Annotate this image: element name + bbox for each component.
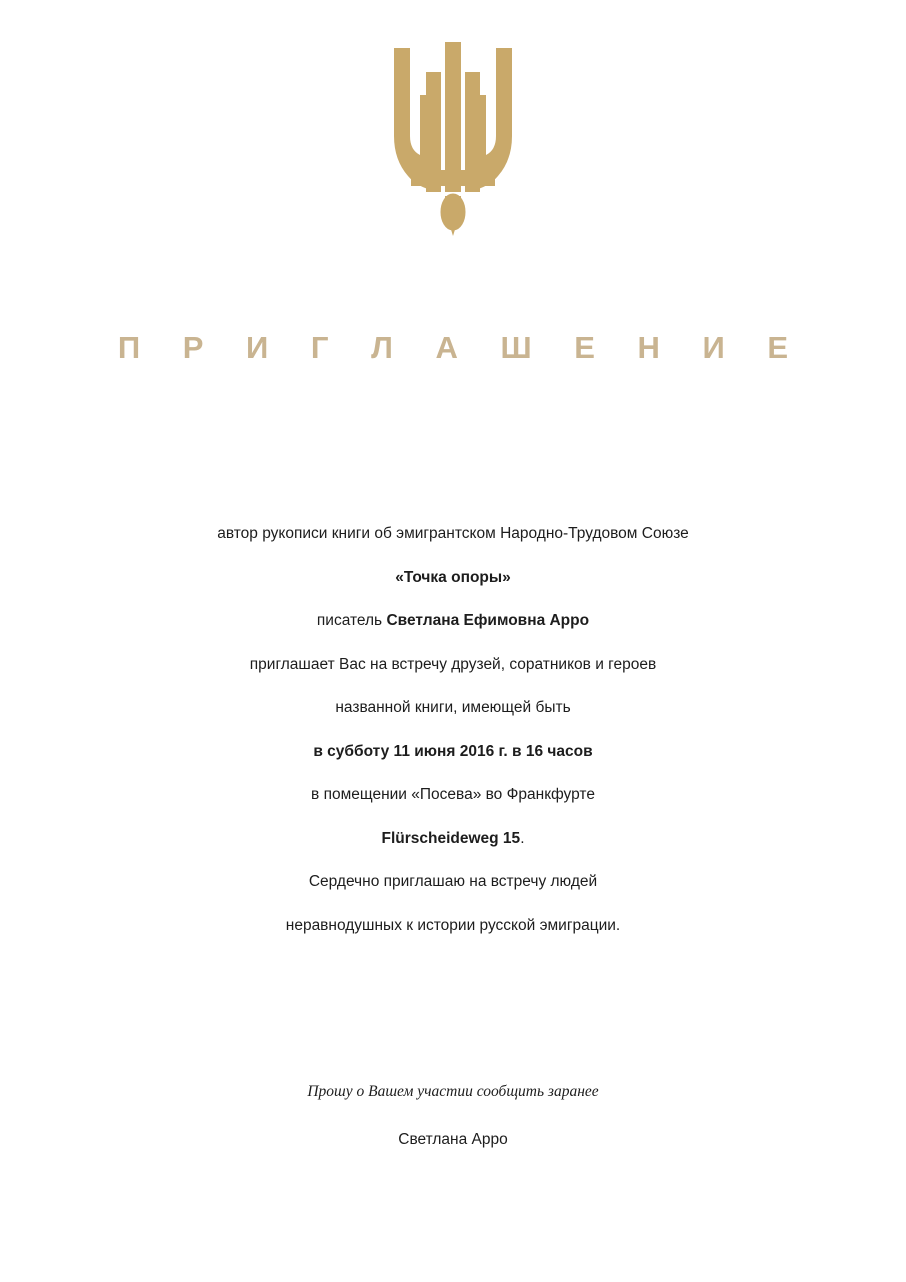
invitation-body xyxy=(0,526,906,961)
body-line-4: приглашает Вас на встречу друзей, соратников и героев xyxy=(249,655,657,673)
book-title-line: «Точка опоры» xyxy=(395,568,511,586)
address-line xyxy=(0,831,906,847)
closing-block xyxy=(0,1083,906,1149)
body-line-5: названной книги, имеющей быть xyxy=(335,699,571,716)
address-street: Flürscheideweg 15 xyxy=(381,829,521,847)
ukrainian-trident-icon xyxy=(388,42,518,242)
author-line xyxy=(0,613,906,629)
address-period: . xyxy=(520,829,525,847)
signature: Светлана Арро xyxy=(398,1131,508,1148)
body-line-10: неравнодушных к истории русской эмиграции. xyxy=(285,916,621,934)
author-line-prefix: писатель xyxy=(316,612,387,629)
author-name: Светлана Ефимовна Арро xyxy=(386,612,590,629)
body-line-1: автор рукописи книги об эмигрантском Народно-Трудовом Союзе xyxy=(217,525,689,542)
venue-line: в помещении «Посева» во Франкфурте xyxy=(311,786,595,803)
rsvp-note: Прошу о Вашем участии сообщить заранее xyxy=(307,1083,599,1100)
body-line-9: Сердечно приглашаю на встречу людей xyxy=(308,873,598,890)
page-title: П Р И Г Л А Ш Е Н И Е xyxy=(117,330,806,365)
event-datetime-line: в субботу 11 июня 2016 г. в 16 часов xyxy=(313,742,593,760)
emblem-container xyxy=(388,42,518,242)
